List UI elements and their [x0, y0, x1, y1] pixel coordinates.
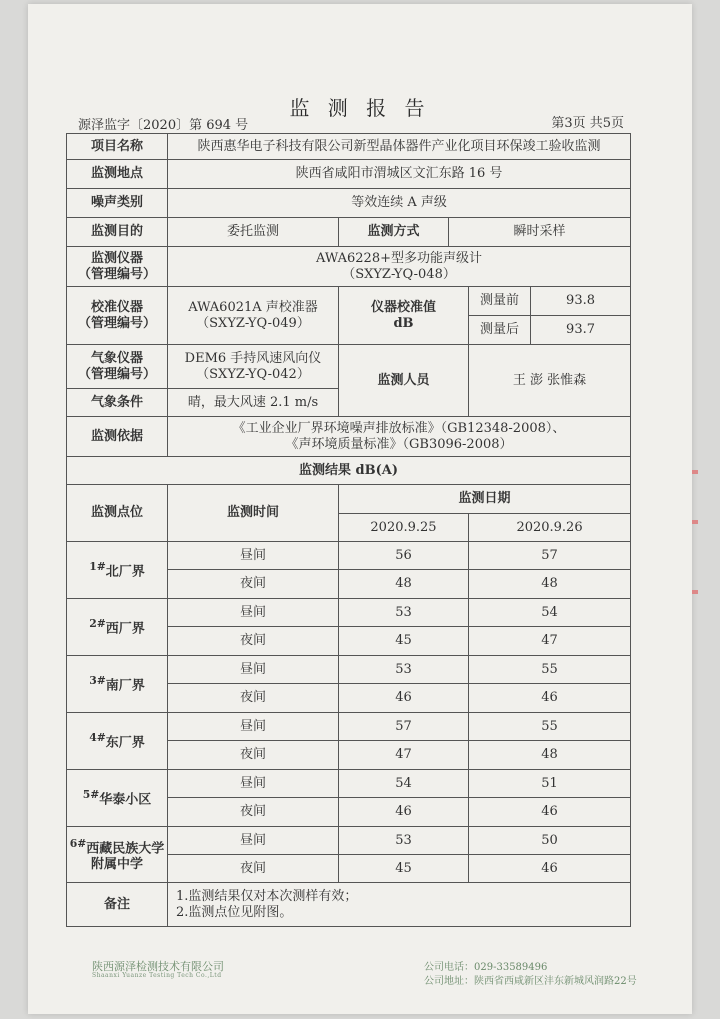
calibrator-line1: AWA6021A 声校准器 — [188, 299, 318, 315]
weather-instrument-label-line2: （管理编号） — [77, 366, 156, 382]
value-cell: 53 — [339, 599, 469, 627]
instrument-label — [67, 247, 168, 287]
value-cell: 53 — [339, 827, 469, 855]
weather-instrument-line2: （SXYZ-YQ-042） — [196, 366, 310, 382]
instrument-label-line1: 监测仪器 — [90, 250, 143, 266]
time-cell: 夜间 — [168, 798, 339, 827]
time-cell: 昼间 — [168, 713, 339, 741]
row-results-title — [67, 457, 631, 485]
value-cell: 50 — [469, 827, 631, 855]
time-cell: 夜间 — [168, 684, 339, 713]
value-cell: 57 — [469, 542, 631, 570]
project-name-label: 项目名称 — [67, 134, 168, 160]
document-number: 源泽监字〔2020〕第 694 号 — [78, 118, 249, 133]
instrument-line1: AWA6228+型多功能声级计 — [316, 250, 482, 266]
value-cell: 55 — [469, 713, 631, 741]
value-cell: 51 — [469, 770, 631, 798]
row-project — [67, 134, 631, 160]
time-cell: 夜间 — [168, 855, 339, 883]
weather-instrument-line1: DEM6 手持风速风向仪 — [184, 350, 322, 366]
time-cell: 昼间 — [168, 827, 339, 855]
row-weather-instrument — [67, 345, 631, 389]
table-row — [67, 542, 631, 570]
table-row — [67, 713, 631, 741]
point-name: $^{4\#}$东厂界 — [67, 713, 168, 770]
value-cell: 54 — [339, 770, 469, 798]
table-row — [67, 599, 631, 627]
time-cell: 夜间 — [168, 570, 339, 599]
personnel-label: 监测人员 — [339, 345, 469, 417]
remarks-label: 备注 — [67, 883, 168, 927]
value-cell: 46 — [469, 855, 631, 883]
value-cell: 57 — [339, 713, 469, 741]
time-cell: 昼间 — [168, 542, 339, 570]
point-name: $^{1\#}$北厂界 — [67, 542, 168, 599]
calibrator-label-line1: 校准仪器 — [90, 299, 143, 315]
footer-company-en: Shaanxi Yuanze Testing Tech Co.,Ltd — [92, 972, 222, 979]
value-cell: 48 — [339, 570, 469, 599]
edge-mark — [692, 470, 698, 474]
value-cell: 54 — [469, 599, 631, 627]
edge-mark — [692, 520, 698, 524]
value-cell: 55 — [469, 656, 631, 684]
value-cell: 48 — [469, 570, 631, 599]
table-row — [67, 656, 631, 684]
before-value: 93.8 — [531, 287, 631, 316]
weather-instrument — [168, 345, 339, 389]
point-name: $^{2\#}$西厂界 — [67, 599, 168, 656]
value-cell: 48 — [469, 741, 631, 770]
table-row — [67, 827, 631, 855]
row-location — [67, 160, 631, 189]
noise-type-label: 噪声类别 — [67, 189, 168, 218]
footer-address: 公司地址：陕西省西咸新区沣东新城风润路22号 — [424, 976, 637, 987]
value-cell: 46 — [469, 798, 631, 827]
instrument-line2: （SXYZ-YQ-048） — [342, 266, 456, 282]
basis-line1: 《工业企业厂界环境噪声排放标准》（GB12348-2008）、 — [232, 420, 566, 436]
before-label: 测量前 — [469, 287, 531, 316]
purpose: 委托监测 — [168, 218, 339, 247]
report-table — [66, 133, 631, 927]
time-cell: 昼间 — [168, 599, 339, 627]
point-name: $^{6\#}$西藏民族大学附属中学 — [67, 827, 168, 883]
value-cell: 47 — [339, 741, 469, 770]
point-name: $^{3\#}$南厂界 — [67, 656, 168, 713]
remarks-line2: 2.监测点位见附图。 — [176, 904, 293, 920]
col-point-header: 监测点位 — [67, 485, 168, 542]
personnel: 王 澎 张惟森 — [469, 345, 631, 417]
row-calibrator-1 — [67, 287, 631, 316]
value-cell: 45 — [339, 855, 469, 883]
table-row — [67, 770, 631, 798]
project-name: 陕西惠华电子科技有限公司新型晶体器件产业化项目环保竣工验收监测 — [168, 134, 631, 160]
footer-phone: 公司电话：029-33589496 — [424, 962, 548, 973]
footer-company-cn: 陕西源泽检测技术有限公司 — [92, 960, 224, 973]
page-number: 第3页 共5页 — [551, 116, 624, 131]
weather-instrument-label — [67, 345, 168, 389]
report-title: 监 测 报 告 — [289, 96, 431, 120]
calibrator-label-line2: （管理编号） — [77, 315, 156, 331]
value-cell: 46 — [339, 684, 469, 713]
row-instrument — [67, 247, 631, 287]
weather: 晴，最大风速 2.1 m/s — [168, 389, 339, 417]
edge-mark — [692, 590, 698, 594]
date-2: 2020.9.26 — [469, 514, 631, 542]
instrument-label-line2: （管理编号） — [77, 266, 156, 282]
remarks — [168, 883, 631, 927]
row-remarks — [67, 883, 631, 927]
calibration-value-label-line2: dB — [393, 315, 414, 331]
calibrator-line2: （SXYZ-YQ-049） — [196, 315, 310, 331]
location: 陕西省咸阳市渭城区文汇东路 16 号 — [168, 160, 631, 189]
purpose-label: 监测目的 — [67, 218, 168, 247]
col-date-header: 监测日期 — [339, 485, 631, 514]
time-cell: 夜间 — [168, 741, 339, 770]
value-cell: 45 — [339, 627, 469, 656]
col-time-header: 监测时间 — [168, 485, 339, 542]
method: 瞬时采样 — [449, 218, 631, 247]
instrument — [168, 247, 631, 287]
calibration-value-label-line1: 仪器校准值 — [370, 299, 436, 315]
after-value: 93.7 — [531, 316, 631, 345]
point-name: $^{5\#}$华泰小区 — [67, 770, 168, 827]
remarks-line1: 1.监测结果仅对本次测样有效； — [176, 888, 358, 904]
time-cell: 夜间 — [168, 627, 339, 656]
after-label: 测量后 — [469, 316, 531, 345]
calibration-value-label — [339, 287, 469, 345]
row-purpose — [67, 218, 631, 247]
calibrator — [168, 287, 339, 345]
row-basis — [67, 417, 631, 457]
noise-type: 等效连续 A 声级 — [168, 189, 631, 218]
basis-line2: 《声环境质量标准》（GB3096-2008） — [285, 436, 513, 452]
calibrator-label — [67, 287, 168, 345]
location-label: 监测地点 — [67, 160, 168, 189]
time-cell: 昼间 — [168, 770, 339, 798]
time-cell: 昼间 — [168, 656, 339, 684]
weather-instrument-label-line1: 气象仪器 — [90, 350, 143, 366]
row-noise-type — [67, 189, 631, 218]
basis — [168, 417, 631, 457]
method-label: 监测方式 — [339, 218, 449, 247]
date-1: 2020.9.25 — [339, 514, 469, 542]
weather-label: 气象条件 — [67, 389, 168, 417]
value-cell: 56 — [339, 542, 469, 570]
value-cell: 46 — [339, 798, 469, 827]
basis-label: 监测依据 — [67, 417, 168, 457]
value-cell: 46 — [469, 684, 631, 713]
results-title: 监测结果 dB(A) — [67, 457, 631, 485]
row-results-header-1 — [67, 485, 631, 514]
value-cell: 53 — [339, 656, 469, 684]
value-cell: 47 — [469, 627, 631, 656]
